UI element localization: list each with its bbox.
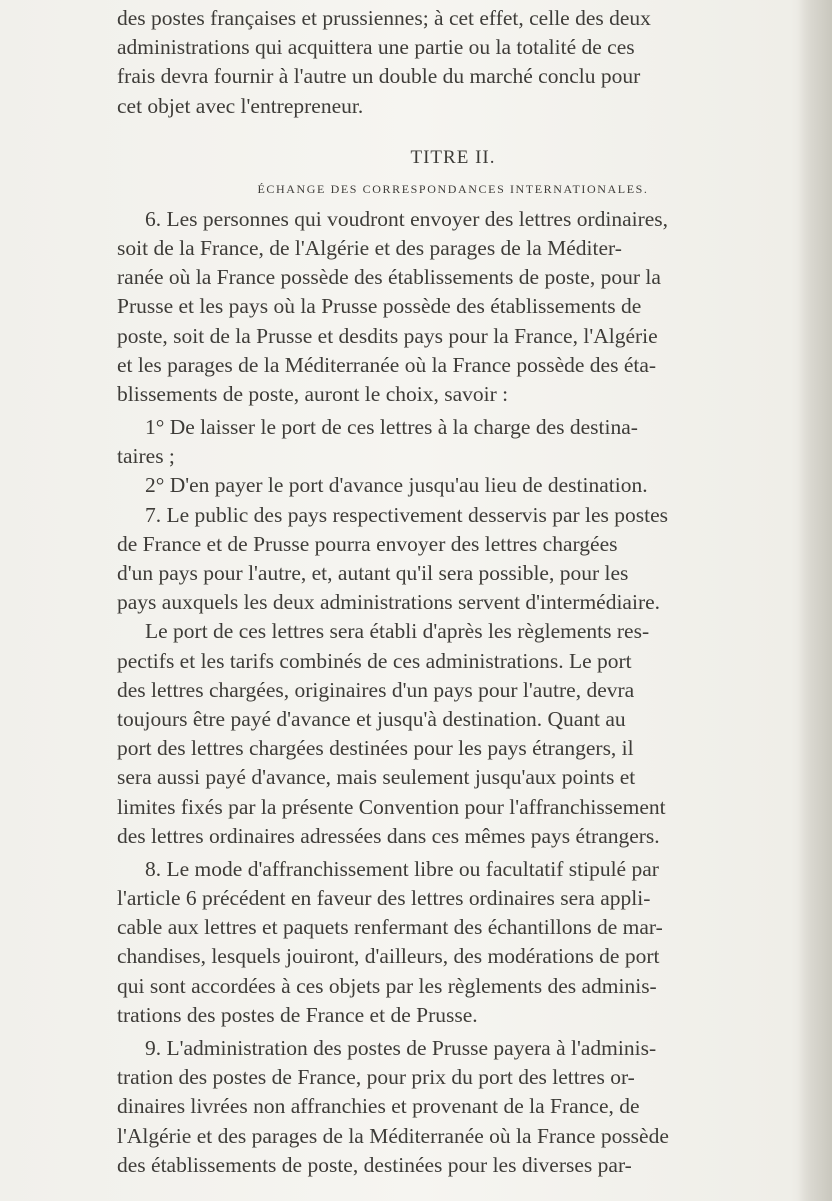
text-line: administrations qui acquittera une partie ou la totalité de ces: [117, 35, 635, 60]
article-6-options: [117, 413, 789, 501]
text-line: l'Algérie et des parages de la Méditerranée où la France possède: [117, 1123, 669, 1148]
text-line: cable aux lettres et paquets renfermant des échantillons de mar-: [117, 915, 663, 940]
text-line: 1° De laisser le port de ces lettres à la charge des destina-: [145, 415, 638, 440]
text-line: blissements de poste, auront le choix, savoir :: [117, 381, 509, 406]
article-6: [117, 205, 789, 409]
text-line: cet objet avec l'entrepreneur.: [117, 93, 364, 118]
section-title: TITRE II.: [410, 146, 496, 168]
page-text: [117, 4, 789, 1180]
article-9: [117, 1034, 789, 1180]
text-line: Le port de ces lettres sera établi d'après les règlements res-: [145, 619, 650, 644]
text-line: pectifs et les tarifs combinés de ces administrations. Le port: [117, 648, 632, 673]
text-line: des lettres chargées, originaires d'un pays pour l'autre, devra: [117, 677, 635, 702]
text-line: port des lettres chargées destinées pour les pays étrangers, il: [117, 736, 634, 761]
text-line: limites fixés par la présente Convention pour l'affranchissement: [117, 794, 666, 819]
text-line: 6. Les personnes qui voudront envoyer des lettres ordinaires,: [145, 206, 669, 231]
text-line: poste, soit de la Prusse et desdits pays pour la France, l'Algérie: [117, 323, 658, 348]
text-line: frais devra fournir à l'autre un double du marché conclu pour: [117, 64, 641, 89]
text-line: toujours être payé d'avance et jusqu'à destination. Quant au: [117, 706, 626, 731]
page-spine-shadow: [798, 0, 832, 1201]
text-line: de France et de Prusse pourra envoyer des lettres chargées: [117, 531, 618, 556]
text-line: des établissements de poste, destinées pour les diverses par-: [117, 1152, 632, 1177]
text-line: trations des postes de France et de Prusse.: [117, 1002, 478, 1027]
text-line: des postes françaises et prussiennes; à cet effet, celle des deux: [117, 6, 651, 30]
article-7-continuation: [117, 617, 789, 851]
text-line: 2° D'en payer le port d'avance jusqu'au lieu de destination.: [145, 473, 648, 498]
text-line: des lettres ordinaires adressées dans ces mêmes pays étrangers.: [117, 823, 660, 848]
text-line: d'un pays pour l'autre, et, autant qu'il sera possible, pour les: [117, 561, 629, 585]
text-line: dinaires livrées non affranchies et provenant de la France, de: [117, 1094, 640, 1119]
text-line: l'article 6 précédent en faveur des lettres ordinaires sera appli-: [117, 886, 651, 911]
text-line: chandises, lesquels jouiront, d'ailleurs, des modérations de port: [117, 944, 660, 969]
text-line: 7. Le public des pays respectivement desservis par les postes: [145, 502, 669, 527]
continuation-paragraph: [117, 4, 789, 121]
text-line: 9. L'administration des postes de Prusse payera à l'adminis-: [145, 1036, 657, 1060]
text-line: Prusse et les pays où la Prusse possède des établissements de: [117, 294, 642, 319]
text-line: pays auxquels les deux administrations servent d'intermédiaire.: [117, 590, 661, 615]
text-line: 8. Le mode d'affranchissement libre ou facultatif stipulé par: [145, 856, 659, 881]
article-7: [117, 501, 789, 618]
text-line: tration des postes de France, pour prix du port des lettres or-: [117, 1065, 635, 1090]
section-subtitle: ÉCHANGE DES CORRESPONDANCES INTERNATIONALES.: [257, 181, 649, 196]
text-line: taires ;: [117, 444, 175, 469]
text-line: qui sont accordées à ces objets par les règlements des adminis-: [117, 973, 657, 998]
text-line: ranée où la France possède des établissements de poste, pour la: [117, 265, 661, 290]
article-8: [117, 855, 789, 1030]
text-line: sera aussi payé d'avance, mais seulement jusqu'aux points et: [117, 765, 636, 790]
text-line: et les parages de la Méditerranée où la France possède des éta-: [117, 352, 657, 377]
text-line: soit de la France, de l'Algérie et des parages de la Méditer-: [117, 235, 622, 260]
